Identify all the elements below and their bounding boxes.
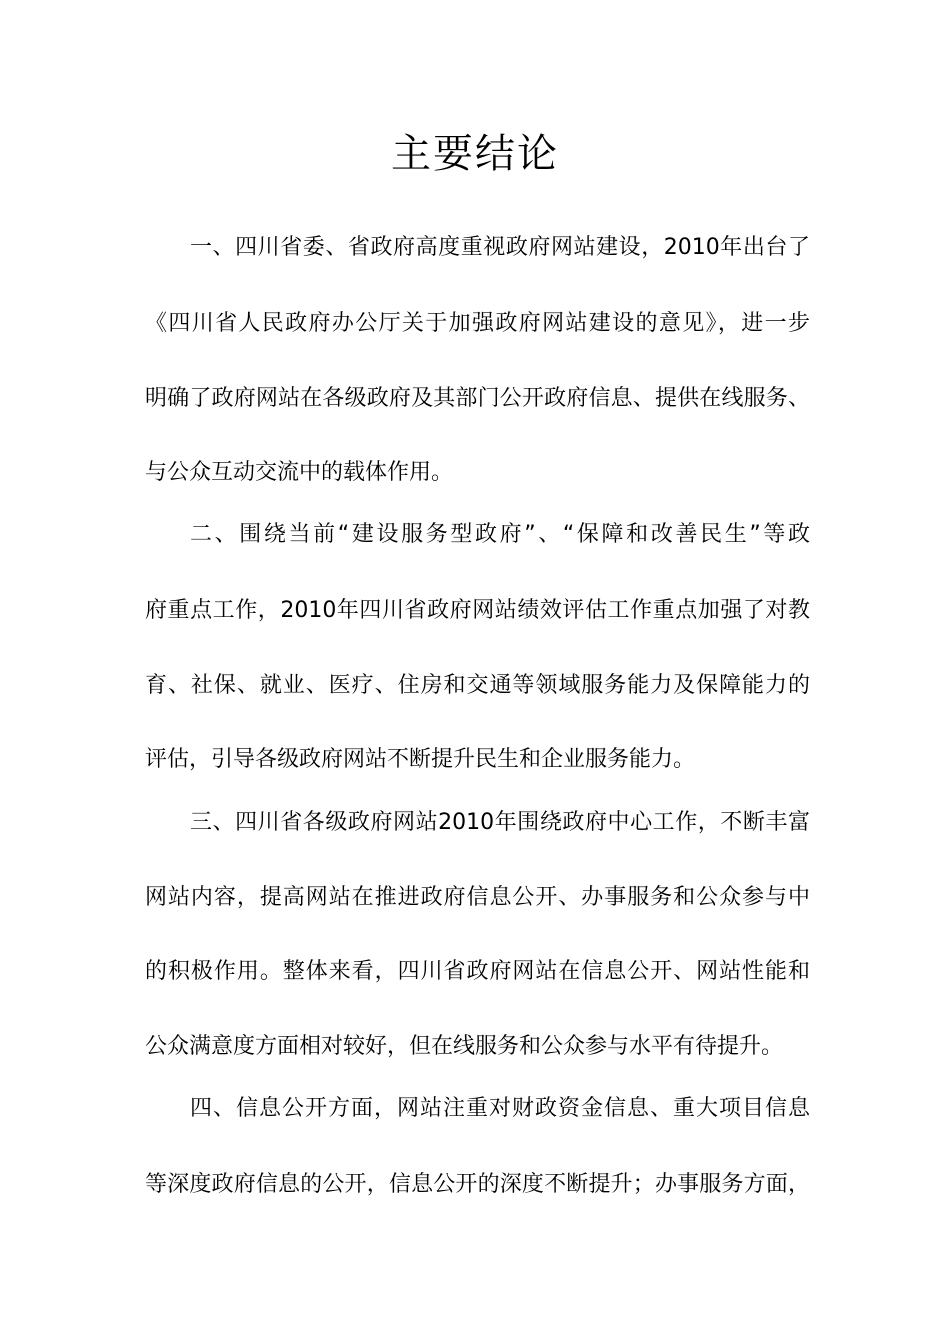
paragraph-2-line-3: 育、社保、就业、医疗、住房和交通等领域服务能力及保障能力的 <box>145 673 810 698</box>
paragraph-3-line-3: 的积极作用。整体来看，四川省政府网站在信息公开、网站性能和 <box>145 959 810 984</box>
paragraph-1-line-1: 一、四川省委、省政府高度重视政府网站建设，2010年出台了 <box>190 235 810 260</box>
paragraph-4-line-1: 四、信息公开方面，网站注重对财政资金信息、重大项目信息 <box>190 1096 810 1121</box>
paragraph-2-line-4: 评估，引导各级政府网站不断提升民生和企业服务能力。 <box>145 747 696 772</box>
paragraph-2-line-2: 府重点工作，2010年四川省政府网站绩效评估工作重点加强了对教 <box>145 598 810 623</box>
paragraph-3-line-4: 公众满意度方面相对较好，但在线服务和公众参与水平有待提升。 <box>145 1034 784 1059</box>
page-title: 主要结论 <box>391 131 559 177</box>
paragraph-2-line-1: 二、围绕当前“建设服务型政府”、“保障和改善民生”等政 <box>190 522 810 547</box>
paragraph-4-line-2: 等深度政府信息的公开，信息公开的深度不断提升；办事服务方面， <box>145 1172 810 1197</box>
paragraph-1-line-4: 与公众互动交流中的载体作用。 <box>145 460 454 485</box>
paragraph-1-line-2: 《四川省人民政府办公厅关于加强政府网站建设的意见》，进一步 <box>145 311 810 336</box>
paragraph-3-line-2: 网站内容，提高网站在推进政府信息公开、办事服务和公众参与中 <box>145 885 810 910</box>
paragraph-3-line-1: 三、四川省各级政府网站2010年围绕政府中心工作，不断丰富 <box>190 810 810 835</box>
paragraph-1-line-3: 明确了政府网站在各级政府及其部门公开政府信息、提供在线服务、 <box>145 386 810 411</box>
